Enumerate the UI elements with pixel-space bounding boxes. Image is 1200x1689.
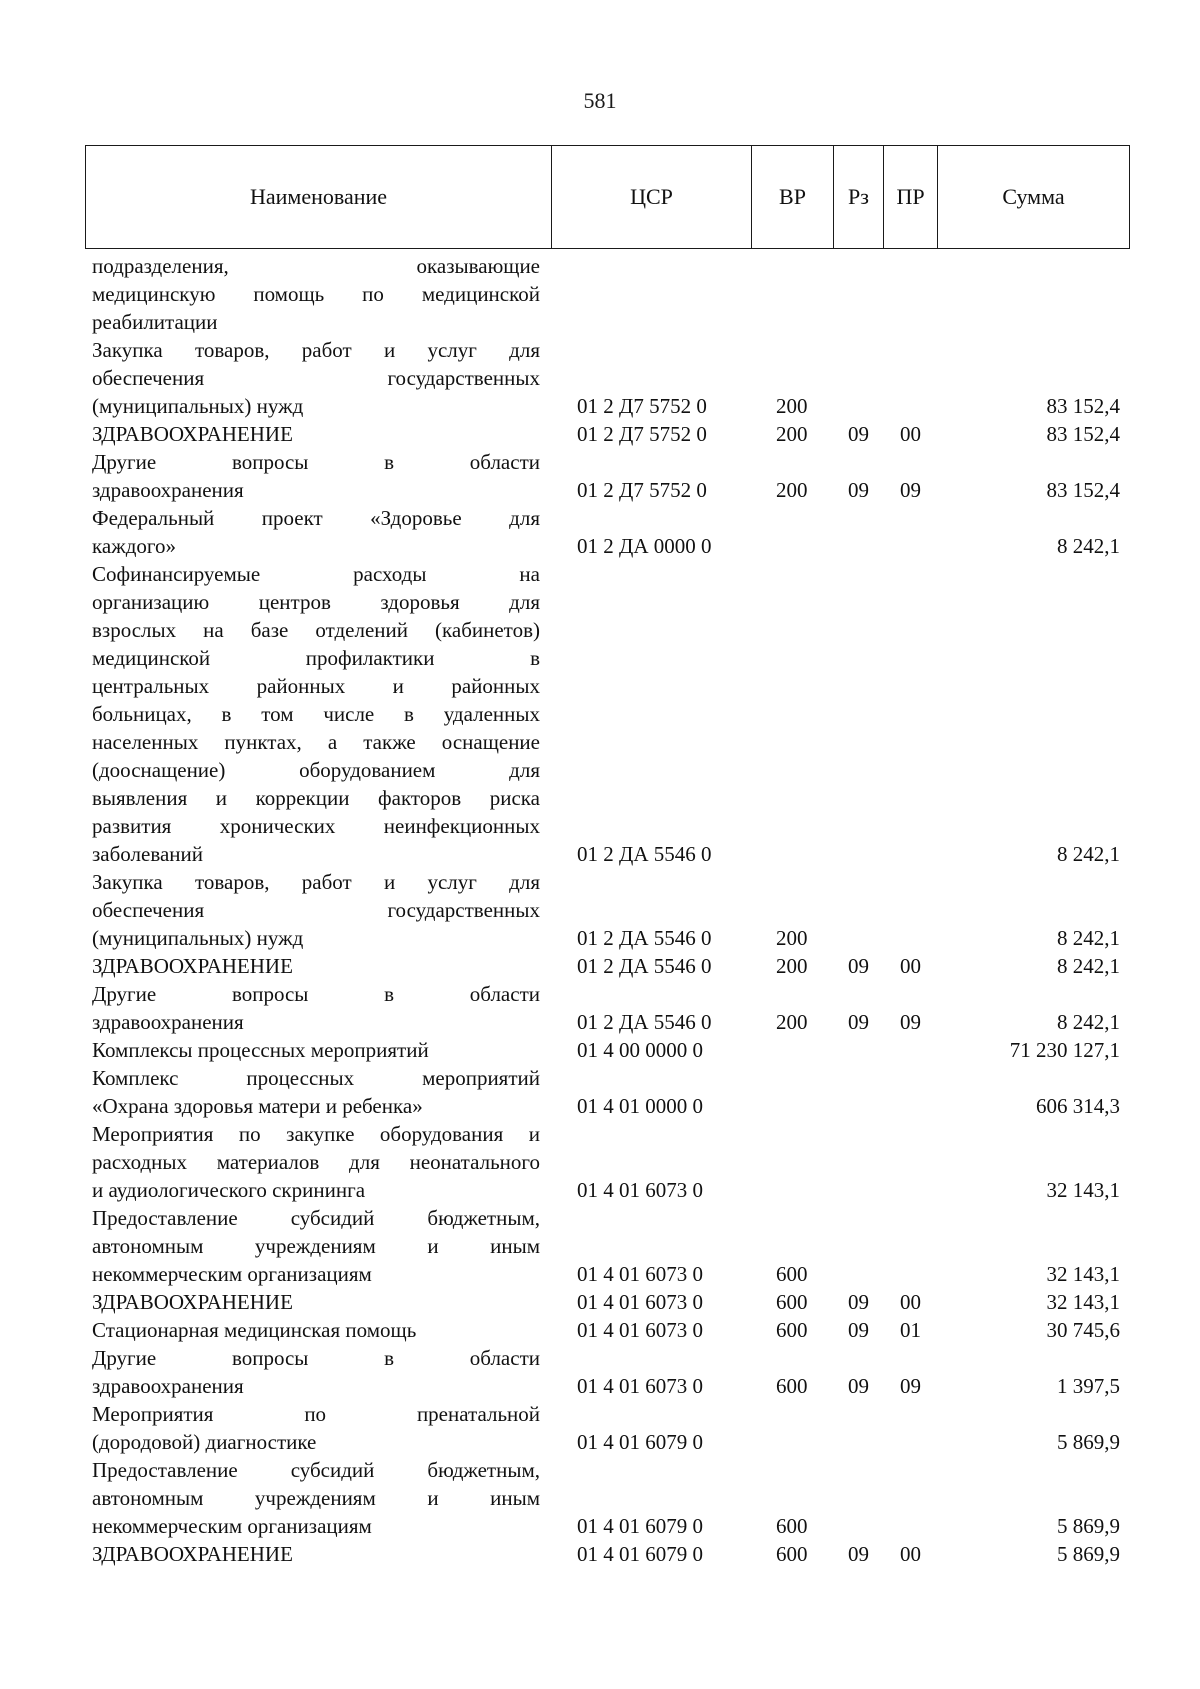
row-name-line: некоммерческим организациям bbox=[92, 1262, 372, 1286]
row-vr: 200 bbox=[776, 394, 808, 418]
row-name bbox=[92, 336, 540, 420]
table-row bbox=[0, 980, 1200, 1036]
row-name-line: здравоохранения bbox=[92, 1010, 244, 1034]
row-csr: 01 2 ДА 5546 0 bbox=[577, 1010, 712, 1034]
table-row bbox=[0, 336, 1200, 420]
table-row bbox=[0, 1316, 1200, 1344]
row-csr: 01 2 Д7 5752 0 bbox=[577, 478, 707, 502]
row-csr: 01 4 01 6073 0 bbox=[577, 1318, 703, 1342]
row-name-line: здравоохранения bbox=[92, 1374, 244, 1398]
row-sum: 32 143,1 bbox=[1046, 1290, 1120, 1314]
row-csr: 01 2 ДА 0000 0 bbox=[577, 534, 712, 558]
row-name bbox=[92, 448, 540, 504]
header-vr: ВР bbox=[752, 146, 834, 248]
row-name-line: подразделения, оказывающие bbox=[92, 254, 540, 278]
row-vr: 600 bbox=[776, 1262, 808, 1286]
row-name bbox=[92, 1036, 540, 1064]
header-sum: Сумма bbox=[1002, 184, 1065, 209]
page-number: 581 bbox=[583, 88, 617, 113]
row-name-line: Федеральный проект «Здоровье для bbox=[92, 506, 540, 530]
row-vr: 600 bbox=[776, 1290, 808, 1314]
row-name bbox=[92, 560, 540, 868]
row-name-line: Стационарная медицинская помощь bbox=[92, 1318, 417, 1342]
row-name-line: (муниципальных) нужд bbox=[92, 926, 304, 950]
row-sum: 606 314,3 bbox=[1036, 1094, 1120, 1118]
row-name-line: Закупка товаров, работ и услуг для bbox=[92, 338, 540, 362]
row-vr: 600 bbox=[776, 1542, 808, 1566]
row-csr: 01 4 01 6073 0 bbox=[577, 1290, 703, 1314]
row-pr: 00 bbox=[900, 954, 921, 978]
row-pr: 01 bbox=[900, 1318, 921, 1342]
row-name-line: обеспечения государственных bbox=[92, 366, 540, 390]
row-name-line: организацию центров здоровья для bbox=[92, 590, 540, 614]
row-name-line: заболеваний bbox=[92, 842, 203, 866]
row-rz: 09 bbox=[848, 478, 869, 502]
row-sum: 30 745,6 bbox=[1046, 1318, 1120, 1342]
row-csr: 01 4 01 0000 0 bbox=[577, 1094, 703, 1118]
table-row bbox=[0, 252, 1200, 336]
row-csr: 01 4 01 6073 0 bbox=[577, 1374, 703, 1398]
row-name bbox=[92, 1204, 540, 1288]
row-vr: 200 bbox=[776, 954, 808, 978]
table-header bbox=[85, 145, 1130, 249]
table-row bbox=[0, 448, 1200, 504]
row-name-line: ЗДРАВООХРАНЕНИЕ bbox=[92, 1542, 293, 1566]
header-name: Наименование bbox=[86, 146, 552, 248]
row-pr: 09 bbox=[900, 1010, 921, 1034]
row-csr: 01 4 01 6073 0 bbox=[577, 1262, 703, 1286]
row-name-line: каждого» bbox=[92, 534, 176, 558]
row-vr: 200 bbox=[776, 422, 808, 446]
row-name-line: расходных материалов для неонатального bbox=[92, 1150, 540, 1174]
row-name-line: взрослых на базе отделений (кабинетов) bbox=[92, 618, 540, 642]
row-vr: 600 bbox=[776, 1318, 808, 1342]
row-name-line: выявления и коррекции факторов риска bbox=[92, 786, 540, 810]
row-name bbox=[92, 980, 540, 1036]
row-name bbox=[92, 504, 540, 560]
row-vr: 600 bbox=[776, 1374, 808, 1398]
row-sum: 5 869,9 bbox=[1057, 1542, 1120, 1566]
row-csr: 01 4 01 6079 0 bbox=[577, 1514, 703, 1538]
row-sum: 8 242,1 bbox=[1057, 1010, 1120, 1034]
table-row bbox=[0, 1288, 1200, 1316]
table-row bbox=[0, 1456, 1200, 1540]
row-rz: 09 bbox=[848, 1290, 869, 1314]
table-row bbox=[0, 420, 1200, 448]
row-name-line: «Охрана здоровья матери и ребенка» bbox=[92, 1094, 423, 1118]
table-row bbox=[0, 560, 1200, 868]
row-name bbox=[92, 1400, 540, 1456]
row-rz: 09 bbox=[848, 954, 869, 978]
row-name-line: Комплекс процессных мероприятий bbox=[92, 1066, 540, 1090]
table-row bbox=[0, 1064, 1200, 1120]
table-row bbox=[0, 1204, 1200, 1288]
row-name-line: ЗДРАВООХРАНЕНИЕ bbox=[92, 1290, 293, 1314]
row-name-line: автономным учреждениям и иным bbox=[92, 1234, 540, 1258]
row-csr: 01 4 01 6073 0 bbox=[577, 1178, 703, 1202]
row-rz: 09 bbox=[848, 1542, 869, 1566]
table-row bbox=[0, 1540, 1200, 1568]
row-name bbox=[92, 1316, 540, 1344]
table-row bbox=[0, 868, 1200, 952]
row-name-line: центральных районных и районных bbox=[92, 674, 540, 698]
row-name-line: Мероприятия по закупке оборудования и bbox=[92, 1122, 540, 1146]
row-name-line: медицинской профилактики в bbox=[92, 646, 540, 670]
row-name-line: Комплексы процессных мероприятий bbox=[92, 1038, 429, 1062]
table-row bbox=[0, 504, 1200, 560]
table-row bbox=[0, 952, 1200, 980]
row-pr: 09 bbox=[900, 1374, 921, 1398]
table-body bbox=[0, 252, 1200, 1568]
header-csr: ЦСР bbox=[552, 146, 752, 248]
row-name-line: (муниципальных) нужд bbox=[92, 394, 304, 418]
row-sum: 8 242,1 bbox=[1057, 926, 1120, 950]
row-csr: 01 2 ДА 5546 0 bbox=[577, 842, 712, 866]
row-pr: 00 bbox=[900, 1290, 921, 1314]
row-sum: 71 230 127,1 bbox=[1009, 1038, 1120, 1062]
row-sum: 83 152,4 bbox=[1046, 394, 1120, 418]
row-name bbox=[92, 420, 540, 448]
row-name-line: ЗДРАВООХРАНЕНИЕ bbox=[92, 954, 293, 978]
row-name-line: Софинансируемые расходы на bbox=[92, 562, 540, 586]
row-vr: 600 bbox=[776, 1514, 808, 1538]
row-vr: 200 bbox=[776, 478, 808, 502]
row-name bbox=[92, 1288, 540, 1316]
row-name-line: реабилитации bbox=[92, 310, 218, 334]
row-sum: 8 242,1 bbox=[1057, 954, 1120, 978]
row-csr: 01 2 ДА 5546 0 bbox=[577, 926, 712, 950]
row-name-line: некоммерческим организациям bbox=[92, 1514, 372, 1538]
row-name-line: здравоохранения bbox=[92, 478, 244, 502]
row-csr: 01 2 ДА 5546 0 bbox=[577, 954, 712, 978]
table-row bbox=[0, 1036, 1200, 1064]
table-row bbox=[0, 1120, 1200, 1204]
row-sum: 83 152,4 bbox=[1046, 478, 1120, 502]
table-row bbox=[0, 1344, 1200, 1400]
row-sum: 5 869,9 bbox=[1057, 1430, 1120, 1454]
row-name-line: населенных пунктах, а также оснащение bbox=[92, 730, 540, 754]
row-sum: 1 397,5 bbox=[1057, 1374, 1120, 1398]
row-rz: 09 bbox=[848, 422, 869, 446]
row-vr: 200 bbox=[776, 1010, 808, 1034]
row-csr: 01 4 01 6079 0 bbox=[577, 1430, 703, 1454]
row-name-line: Другие вопросы в области bbox=[92, 450, 540, 474]
row-name-line: развития хронических неинфекционных bbox=[92, 814, 540, 838]
row-name-line: Мероприятия по пренатальной bbox=[92, 1402, 540, 1426]
row-pr: 00 bbox=[900, 422, 921, 446]
row-name-line: (дооснащение) оборудованием для bbox=[92, 758, 540, 782]
table-row bbox=[0, 1400, 1200, 1456]
row-name bbox=[92, 1540, 540, 1568]
row-name bbox=[92, 868, 540, 952]
row-rz: 09 bbox=[848, 1374, 869, 1398]
row-sum: 8 242,1 bbox=[1057, 842, 1120, 866]
row-name-line: автономным учреждениям и иным bbox=[92, 1486, 540, 1510]
row-sum: 32 143,1 bbox=[1046, 1262, 1120, 1286]
row-name-line: медицинскую помощь по медицинской bbox=[92, 282, 540, 306]
row-name-line: ЗДРАВООХРАНЕНИЕ bbox=[92, 422, 293, 446]
row-rz: 09 bbox=[848, 1318, 869, 1342]
row-name-line: Другие вопросы в области bbox=[92, 1346, 540, 1370]
row-name bbox=[92, 1064, 540, 1120]
row-sum: 32 143,1 bbox=[1046, 1178, 1120, 1202]
row-name bbox=[92, 1456, 540, 1540]
header-pr: ПР bbox=[884, 146, 938, 248]
row-name bbox=[92, 1344, 540, 1400]
row-name bbox=[92, 952, 540, 980]
row-name-line: больницах, в том числе в удаленных bbox=[92, 702, 540, 726]
row-vr: 200 bbox=[776, 926, 808, 950]
row-csr: 01 4 00 0000 0 bbox=[577, 1038, 703, 1062]
row-name-line: обеспечения государственных bbox=[92, 898, 540, 922]
row-sum: 83 152,4 bbox=[1046, 422, 1120, 446]
row-name-line: (дородовой) диагностике bbox=[92, 1430, 317, 1454]
row-rz: 09 bbox=[848, 1010, 869, 1034]
header-rz: Рз bbox=[834, 146, 884, 248]
row-sum: 8 242,1 bbox=[1057, 534, 1120, 558]
row-pr: 09 bbox=[900, 478, 921, 502]
row-name-line: Предоставление субсидий бюджетным, bbox=[92, 1458, 540, 1482]
row-name-line: и аудиологического скрининга bbox=[92, 1178, 366, 1202]
row-name-line: Другие вопросы в области bbox=[92, 982, 540, 1006]
row-name bbox=[92, 252, 540, 336]
row-csr: 01 2 Д7 5752 0 bbox=[577, 394, 707, 418]
row-sum: 5 869,9 bbox=[1057, 1514, 1120, 1538]
row-pr: 00 bbox=[900, 1542, 921, 1566]
row-name-line: Предоставление субсидий бюджетным, bbox=[92, 1206, 540, 1230]
row-name-line: Закупка товаров, работ и услуг для bbox=[92, 870, 540, 894]
row-csr: 01 4 01 6079 0 bbox=[577, 1542, 703, 1566]
row-csr: 01 2 Д7 5752 0 bbox=[577, 422, 707, 446]
row-name bbox=[92, 1120, 540, 1204]
